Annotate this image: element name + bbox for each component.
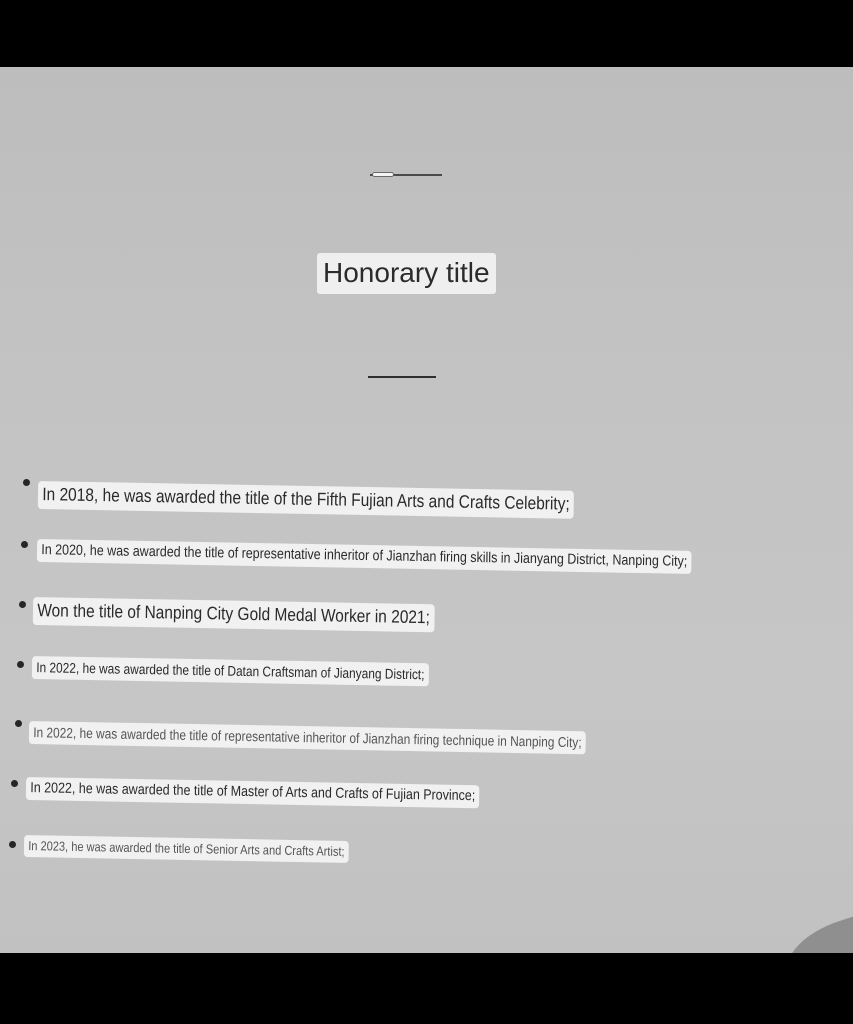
content-area (0, 67, 853, 953)
list-item-label: In 2022, he was awarded the title of representative inheritor of Jianzhan firing technique in Nanping City; (29, 721, 586, 754)
scroll-indicator-thumb (372, 172, 394, 177)
list-item-label: In 2023, he was awarded the title of Senior Arts and Crafts Artist; (24, 835, 349, 863)
page-title: Honorary title (317, 253, 496, 294)
bullet-icon (11, 780, 18, 787)
bullet-icon (23, 479, 30, 486)
list-item-label: In 2022, he was awarded the title of Datan Craftsman of Jianyang District; (32, 656, 429, 686)
bullet-icon (19, 601, 26, 608)
title-underline-divider (368, 376, 436, 378)
bullet-icon (15, 720, 22, 727)
bullet-icon (21, 541, 28, 548)
bullet-icon (17, 661, 24, 668)
list-item-label: In 2020, he was awarded the title of representative inheritor of Jianzhan firing skills in Jianyang District, Nanping City; (37, 539, 692, 574)
bullet-icon (9, 841, 16, 848)
list-item-label: In 2018, he was awarded the title of the Fifth Fujian Arts and Crafts Celebrity; (38, 481, 574, 518)
list-item-label: Won the title of Nanping City Gold Medal Worker in 2021; (33, 597, 435, 632)
list-item-label: In 2022, he was awarded the title of Master of Arts and Crafts of Fujian Province; (26, 777, 480, 809)
